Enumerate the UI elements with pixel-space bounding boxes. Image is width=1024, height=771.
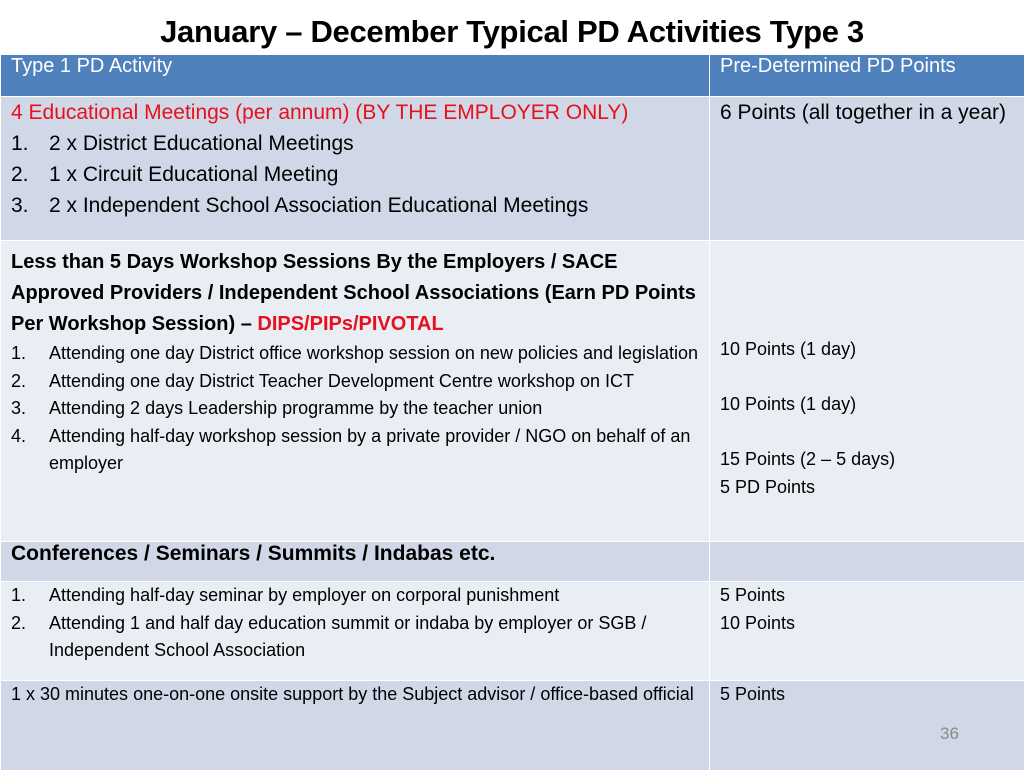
points-value: 6 Points (all together in a year) (720, 97, 1014, 128)
table-row (1, 542, 1024, 582)
points-cell (710, 681, 1024, 771)
header-activity: Type 1 PD Activity (1, 55, 710, 97)
points-value: 10 Points (720, 610, 1014, 638)
points-value: 5 Points (720, 582, 1014, 610)
activity-cell (1, 97, 710, 241)
points-value: 15 Points (2 – 5 days) (720, 446, 1014, 474)
list-item: 2. Attending 1 and half day education summit or indaba by employer or SGB / Independent School Association (11, 610, 699, 665)
activity-list (11, 340, 699, 478)
activity-list (11, 128, 699, 221)
points-value: 5 PD Points (720, 474, 1014, 502)
list-item: 1. Attending one day District office workshop session on new policies and legislation (11, 340, 699, 368)
activity-cell (1, 542, 710, 582)
points-list (720, 582, 1014, 637)
points-value: 10 Points (1 day) (720, 336, 1014, 364)
points-value: 10 Points (1 day) (720, 391, 1014, 419)
activity-text: 1 x 30 minutes one-on-one onsite support by the Subject advisor / office-based official (11, 681, 699, 709)
points-cell (710, 97, 1024, 241)
pd-activities-table (0, 54, 1024, 771)
list-item: 3. 2 x Independent School Association Educational Meetings (11, 190, 699, 221)
list-item: 1. Attending half-day seminar by employer on corporal punishment (11, 582, 699, 610)
row-heading: Conferences / Seminars / Summits / Indabas etc. (11, 542, 699, 566)
list-item: 1. 2 x District Educational Meetings (11, 128, 699, 159)
list-item: 4. Attending half-day workshop session by a private provider / NGO on behalf of an employer (11, 423, 699, 478)
points-value: 5 Points (720, 681, 1014, 709)
points-list (720, 241, 1014, 501)
page-number: 36 (940, 724, 959, 744)
points-cell (710, 582, 1024, 681)
activity-cell (1, 241, 710, 542)
list-item: 2. 1 x Circuit Educational Meeting (11, 159, 699, 190)
points-cell (710, 241, 1024, 542)
slide-title: January – December Typical PD Activities Type 3 (0, 10, 1024, 54)
table-row (1, 241, 1024, 542)
row-heading: Less than 5 Days Workshop Sessions By the Employers / SACE Approved Providers / Independent School Associations (Earn PD Points Per Workshop Session) – DIPS/PIPs/PIVOTAL (11, 241, 699, 340)
header-points: Pre-Determined PD Points (710, 55, 1024, 97)
activity-cell (1, 582, 710, 681)
row-heading-red: DIPS/PIPs/PIVOTAL (257, 313, 443, 335)
activity-list (11, 582, 699, 665)
points-spacer (720, 364, 1014, 392)
table-row (1, 97, 1024, 241)
points-cell (710, 542, 1024, 582)
activity-cell (1, 681, 710, 771)
list-item: 2. Attending one day District Teacher Development Centre workshop on ICT (11, 368, 699, 396)
row-heading: 4 Educational Meetings (per annum) (BY THE EMPLOYER ONLY) (11, 97, 699, 128)
table-row (1, 582, 1024, 681)
points-spacer (720, 419, 1014, 447)
list-item: 3. Attending 2 days Leadership programme by the teacher union (11, 395, 699, 423)
table-header-row (1, 55, 1024, 97)
table-row (1, 681, 1024, 771)
